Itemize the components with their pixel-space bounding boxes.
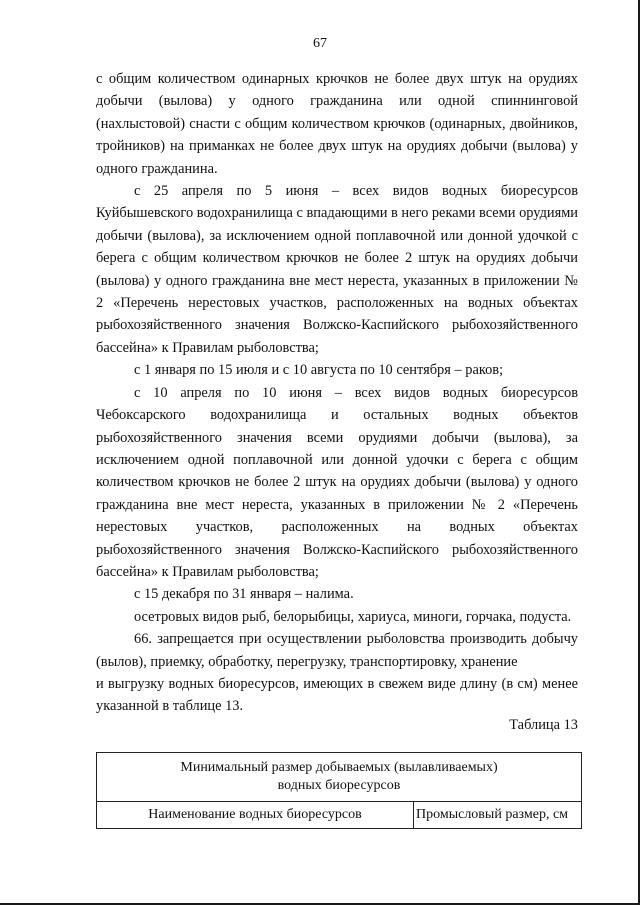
column-header-size: Промысловый размер, см: [414, 802, 582, 829]
paragraph-1: с общим количеством одинарных крючков не более двух штук на орудиях добычи (вылова) у одного гражданина или одной спиннинговой (нахлыстовой) снасти с общим количеством крючков (одинарных, двойников, тройников) на приманках не более двух штук на орудиях добычи (вылова) у одного гражданина.: [96, 71, 578, 177]
paragraph-4: с 10 апреля по 10 июня – всех видов водных биоресурсов Чебоксарского водохранилища и остальных водных объектов рыбохозяйственного значения всеми орудиями добычи (вылова), за исключением одной поплавочной или донной удочки с берега с общим количеством крючков не более 2 штук на орудиях добычи (вылова) у одного гражданина вне мест нереста, указанных в приложении № 2 «Перечень нерестовых участков, расположенных на водных объектах рыбохозяйственного значения Волжско-Каспийского рыбохозяйственного бассейна» к Правилам рыболовства;: [96, 384, 578, 580]
paragraph-8: и выгрузку водных биоресурсов, имеющих в свежем виде длину (в см) менее указанной в таблице 13.: [96, 675, 578, 715]
page-number: 67: [313, 36, 327, 51]
table-caption: Таблица 13: [509, 717, 578, 733]
paragraph-5: с 15 декабря по 31 января – налима.: [134, 586, 354, 603]
paragraph-3: с 1 января по 15 июля и с 10 августа по 10 сентября – раков;: [134, 362, 504, 379]
table-13: [96, 752, 582, 829]
body-text: [96, 68, 578, 718]
table-header-row: [97, 802, 582, 829]
table-title-cell: [97, 753, 582, 802]
column-header-name: Наименование водных биоресурсов: [97, 802, 414, 829]
table-title-line-1: Минимальный размер добываемых (вылавливаемых): [180, 760, 498, 775]
paragraph-7: 66. запрещается при осуществлении рыболовства производить добычу (вылов), приемку, обработку, перегрузку, транспортировку, хранение: [96, 631, 578, 670]
paragraph-2: с 25 апреля по 5 июня – всех видов водных биоресурсов Куйбышевского водохранилища с впадающими в него реками всеми орудиями добычи (вылова), за исключением одной поплавочной или донной удочкой с берега с общим количеством крючков не более 2 штук на орудиях добычи (вылова) у одного гражданина вне мест нереста, указанных в приложении № 2 «Перечень нерестовых участков, расположенных на водных объектах рыбохозяйственного значения Волжско-Каспийского рыбохозяйственного бассейна» к Правилам рыболовства;: [96, 183, 579, 356]
table-title-row: [97, 753, 582, 802]
paragraph-6: осетровых видов рыб, белорыбицы, хариуса, миноги, горчака, подуста.: [134, 608, 572, 625]
table-title-line-2: водных биоресурсов: [277, 778, 401, 793]
